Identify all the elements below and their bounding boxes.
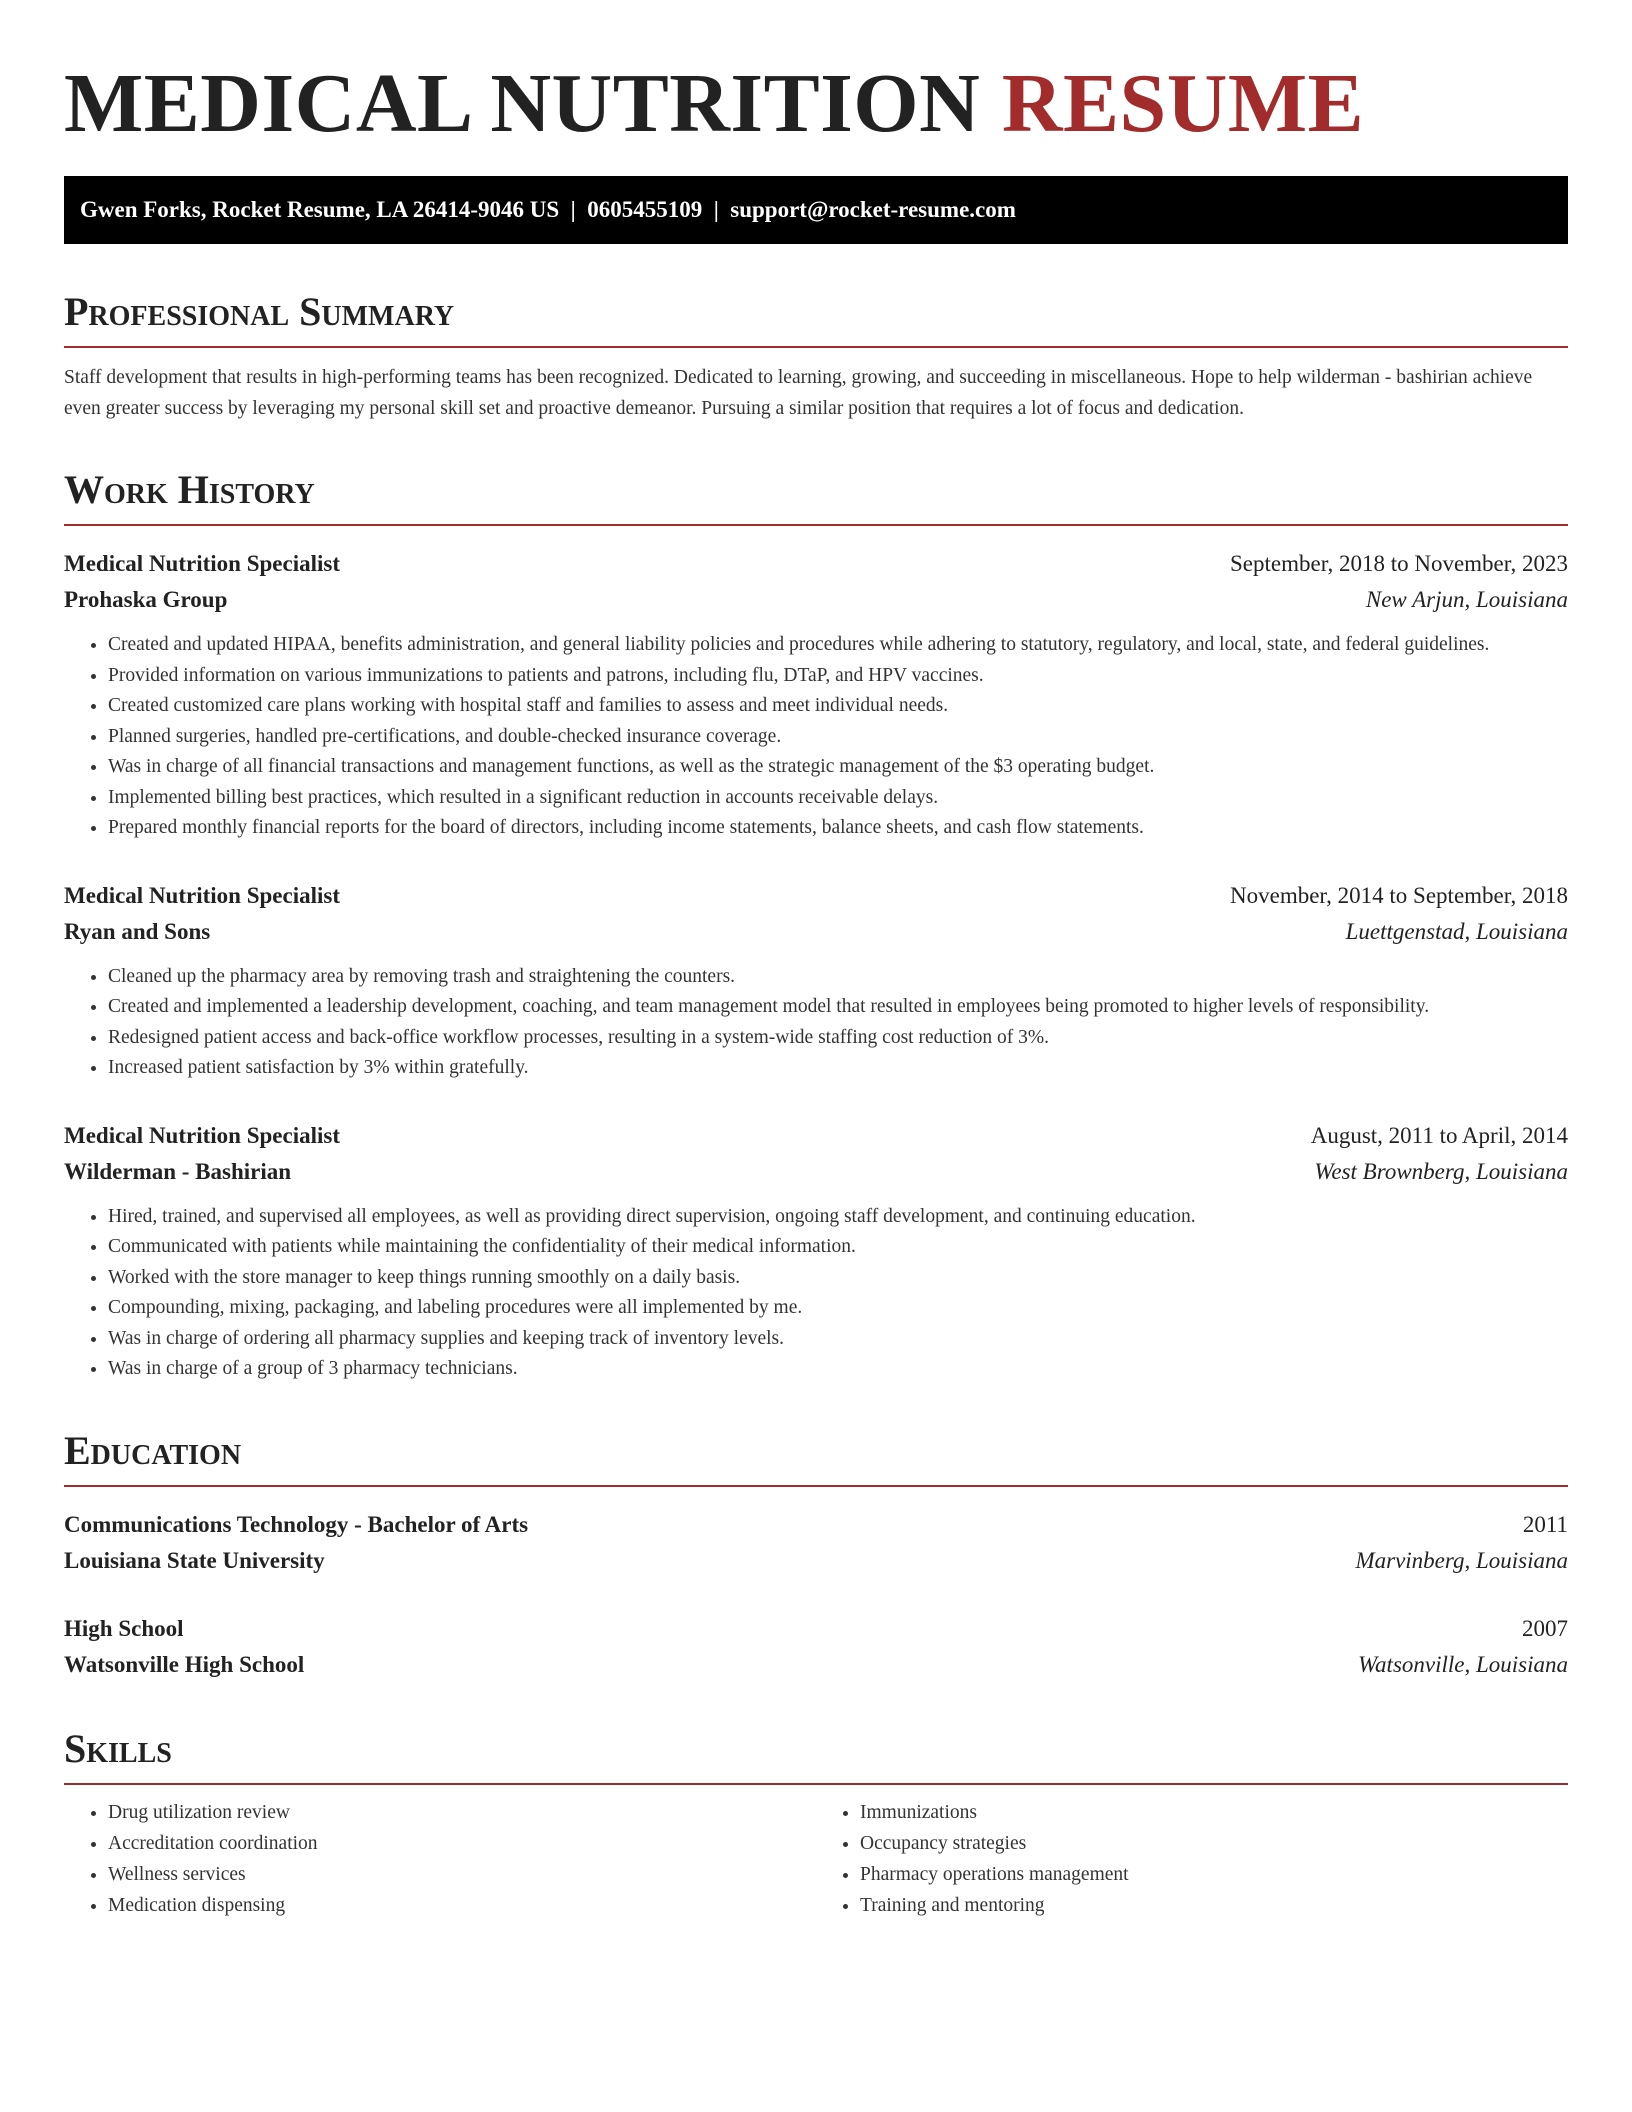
job-org-row [64,1154,1568,1190]
contact-bar [64,176,1568,244]
job-bullet: • Worked with the store manager to keep things running smoothly on a daily basis. [108,1263,1568,1294]
title-main: MEDICAL NUTRITION [64,57,1002,150]
job-entry [64,1118,1568,1385]
education-location: Marvinberg, Louisiana [1355,1547,1568,1573]
job-bullet: • Created customized care plans working with hospital staff and families to assess and meet individual needs. [108,691,1568,722]
job-bullets [64,962,1568,1084]
job-header-row [64,878,1568,914]
job-bullets [64,1202,1568,1385]
skill-item: • Training and mentoring [860,1890,1568,1921]
skill-item: • Medication dispensing [108,1890,816,1921]
job-dates: September, 2018 to November, 2023 [1230,551,1568,576]
job-header-row [64,546,1568,582]
job-role: Medical Nutrition Specialist [64,882,340,908]
job-bullet: • Compounding, mixing, packaging, and labeling procedures were all implemented by me. [108,1293,1568,1324]
job-organization: Prohaska Group [64,587,228,612]
education-degree: High School [64,1615,184,1641]
job-bullet: • Increased patient satisfaction by 3% within gratefully. [108,1053,1568,1084]
skills-left-list [64,1797,816,1921]
job-bullet: • Was in charge of ordering all pharmacy supplies and keeping track of inventory levels. [108,1324,1568,1355]
job-bullets [64,630,1568,844]
education-heading: Education [64,1429,1568,1487]
skill-item: • Occupancy strategies [860,1828,1568,1859]
job-bullet: • Hired, trained, and supervised all employees, as well as providing direct supervision, ongoing staff development, and continuing education. [108,1202,1568,1233]
job-bullet: • Was in charge of all financial transactions and management functions, as well as the strategic management of the $3 operating budget. [108,752,1568,783]
job-bullet: • Planned surgeries, handled pre-certifications, and double-checked insurance coverage. [108,722,1568,753]
job-bullet: • Created and implemented a leadership development, coaching, and team management model that resulted in employees being promoted to higher levels of responsibility. [108,992,1568,1023]
skill-item: • Pharmacy operations management [860,1859,1568,1890]
work-history-heading: Work History [64,468,1568,526]
resume-title [64,56,1568,152]
skill-item: • Immunizations [860,1797,1568,1828]
job-org-row [64,582,1568,618]
education-entry [64,1507,1568,1579]
contact-info: Gwen Forks, Rocket Resume, LA 26414-9046 US | 0605455109 | support@rocket-resume.com [80,197,1016,222]
skills-right-list [816,1797,1568,1921]
job-location: West Brownberg, Louisiana [1314,1158,1568,1184]
job-org-row [64,914,1568,950]
job-bullet: • Prepared monthly financial reports for the board of directors, including income statements, balance sheets, and cash flow statements. [108,813,1568,844]
job-bullet: • Implemented billing best practices, which resulted in a significant reduction in accounts receivable delays. [108,783,1568,814]
education-degree: Communications Technology - Bachelor of Arts [64,1511,529,1537]
education-year: 2007 [1522,1615,1568,1641]
title-accent: RESUME [1001,57,1365,150]
skills-heading: Skills [64,1727,1568,1785]
job-entry [64,878,1568,1084]
summary-text: Staff development that results in high-performing teams has been recognized. Dedicated to learning, growing, and succeeding in miscellaneous. Hope to help wilderman - bashirian achieve even greater success by leveraging my personal skill set and proactive demeanor. Pursuing a similar position that requires a lot of focus and dedication. [64,367,1533,419]
job-bullet: • Created and updated HIPAA, benefits administration, and general liability policies and procedures while adhering to statutory, regulatory, and local, state, and federal guidelines. [108,630,1568,661]
job-entry [64,546,1568,844]
skill-item: • Accreditation coordination [108,1828,816,1859]
job-organization: Ryan and Sons [64,918,211,944]
education-year: 2011 [1522,1511,1568,1537]
education-degree-row [64,1507,1568,1543]
skill-item: • Wellness services [108,1859,816,1890]
job-dates: August, 2011 to April, 2014 [1310,1122,1568,1148]
education-degree-row [64,1611,1568,1647]
job-bullet: • Provided information on various immunizations to patients and patrons, including flu, DTaP, and HPV vaccines. [108,661,1568,692]
education-entry [64,1611,1568,1683]
job-location: New Arjun, Louisiana [1365,587,1568,612]
job-organization: Wilderman - Bashirian [64,1158,292,1184]
job-bullet: • Communicated with patients while maintaining the confidentiality of their medical information. [108,1232,1568,1263]
education-school: Louisiana State University [64,1547,325,1573]
skills-columns [64,1797,1568,1921]
job-role: Medical Nutrition Specialist [64,551,340,576]
job-dates: November, 2014 to September, 2018 [1230,882,1568,908]
job-bullet: • Cleaned up the pharmacy area by removing trash and straightening the counters. [108,962,1568,993]
skill-item: • Drug utilization review [108,1797,816,1828]
education-school: Watsonville High School [64,1651,305,1677]
job-bullet: • Was in charge of a group of 3 pharmacy technicians. [108,1354,1568,1385]
education-school-row [64,1543,1568,1579]
summary-heading: Professional Summary [64,290,1568,348]
job-role: Medical Nutrition Specialist [64,1122,340,1148]
job-header-row [64,1118,1568,1154]
education-school-row [64,1647,1568,1683]
job-bullet: • Redesigned patient access and back-office workflow processes, resulting in a system-wide staffing cost reduction of 3%. [108,1023,1568,1054]
education-location: Watsonville, Louisiana [1358,1651,1568,1677]
job-location: Luettgenstad, Louisiana [1345,918,1568,944]
